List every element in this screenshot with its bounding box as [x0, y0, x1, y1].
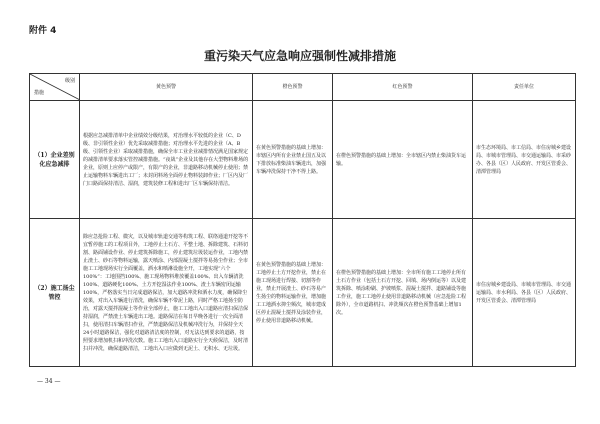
cell-orange: 在黄色预警措施的基础上增加：市辖区内所有企业禁止国五及以下排放标准柴油车辆进出，加强车辆冲洗保持干净不得上路。 [253, 101, 333, 219]
cell-responsible: 市生态环境局、市工信局、市住房城乡建设局、市城市管理局、市交通运输局、市采砂办、各县（区）人民政府、开发区管委会、清潭管理局 [473, 101, 576, 219]
page-title: 重污染天气应急响应强制性减排措施 [203, 49, 396, 63]
row-label: （1）企业差别化应急减排 [30, 101, 80, 219]
cell-red: 在橙色预警措施的基础上增加：全市辖区内禁止柴油货车运输。 [333, 101, 473, 219]
cell-responsible: 市住房城乡建设局、市城市管理局、市交通运输局、市水利局、各县（区）人民政府、开发区管委会、清潭管理局 [473, 219, 576, 367]
corner-top-label: 级别 [64, 78, 75, 84]
table-header-row [30, 74, 576, 101]
attachment-label: 附件 4 [29, 26, 57, 36]
header-orange: 橙色预警 [253, 74, 333, 101]
cell-yellow: 根据应急减排清单中企业绩效分级结果，对治理水平较低的企业（C、D级、非引领性企业）优先采取减排措施；对治理水平先进的企业（A、B级、引领性企业）采取减排措施，确保全市工业企业减排情况满足国家规定的减排清单要求落实管控减排措施。“夜战”企业及其他存在大型物料堆场的企业，原则上应停产或限产，有限产的企业，非道路移动机械停止使用；禁止运输物料车辆进出工厂；未封闭料场全面停止物料装卸作业；厂区内及厂门口路面保持清洁、湿润，建筑装修工程和进出厂区车辆保持清洁。 [80, 101, 253, 219]
corner-cell [30, 74, 80, 101]
table-row [30, 219, 576, 367]
cell-red: 在橙色预警措施的基础上增加：全市所有施工工地停止所有土石方作业（包括土石方开挖、回填、场内倒运等）以及建筑拆除、喷涂粉刷、护坡喷浆、混凝土搅拌、道路铺设等施工作业，施工工地停止使用非道路移动机械（应急抢险工程除外），全市道路机扫、冲洗频次在橙色预警基础上增加1次。 [333, 219, 473, 367]
header-red: 红色预警 [333, 74, 473, 101]
corner-bottom-label: 措施 [34, 90, 45, 96]
table-row [30, 101, 576, 219]
page-number: — 34 — [37, 378, 61, 385]
measures-table [29, 73, 576, 367]
header-responsible: 责任单位 [473, 74, 576, 101]
row-label: （2）施工扬尘管控 [30, 219, 80, 367]
header-yellow: 黄色预警 [80, 74, 253, 101]
cell-yellow: 除应急抢险工程、微灾，以及城市轨道交通等构筑工程、联络通道开挖等不宜暂停施工的工程项目外，工地停止土石方、平整土地、拆除建筑、石料切割、路面铺设作业、停止建筑拆除施工，停止建筑垃圾装运作业，工地内禁止渣土、砂石等物料运输，露天喷涂、内部混凝土搅拌等易扬尘作业；全市施工工地现场实行全面覆盖，洒水和喷淋设施全开，工地实现“六个100%”：工地围挡100%、施工现场物料堆放覆盖100%、出入车辆清洗100%、道路硬化100%、土方开挖湿法作业100%、渣土车辆密闭运输100%，严格落实当日完成道路保洁，加大道路冲洗和洒水力度，确保降尘效果，对出入车辆进行清洗，确保车辆不带泥上路，同时严格工地扬尘防治，对露天搅拌混凝土等作业全部停止，施工工地出入口道路应清扫保洁保持湿润，严禁渣土车辆进出工地。道路保洁在每日早晚各进行一次全面清扫，使用清扫车辆清扫作业，严禁道路保洁及机械冲洗行为，并保持全天24小时道路保洁，强化对道路清洁度的控制，对无法达到要求的道路，按照要求增加机扫和冲洗次数。施工工地出入口道路实行全天候保洁，及时清扫并冲洗，确保道路清洁，工地出入口应做到无泥土、无积水、无垃圾。 [80, 219, 253, 367]
cell-orange: 在黄色预警措施的基础上增加：工地停止土方开挖作业，禁止在施工现场进行焊接、切割等作业，禁止开展渣土、砂石等易产生扬尘的物料运输作业，增加施工工地洒水抑尘频次，城市建成区停止混凝土搅拌及涂装作业，停止使用非道路移动机械。 [253, 219, 333, 367]
